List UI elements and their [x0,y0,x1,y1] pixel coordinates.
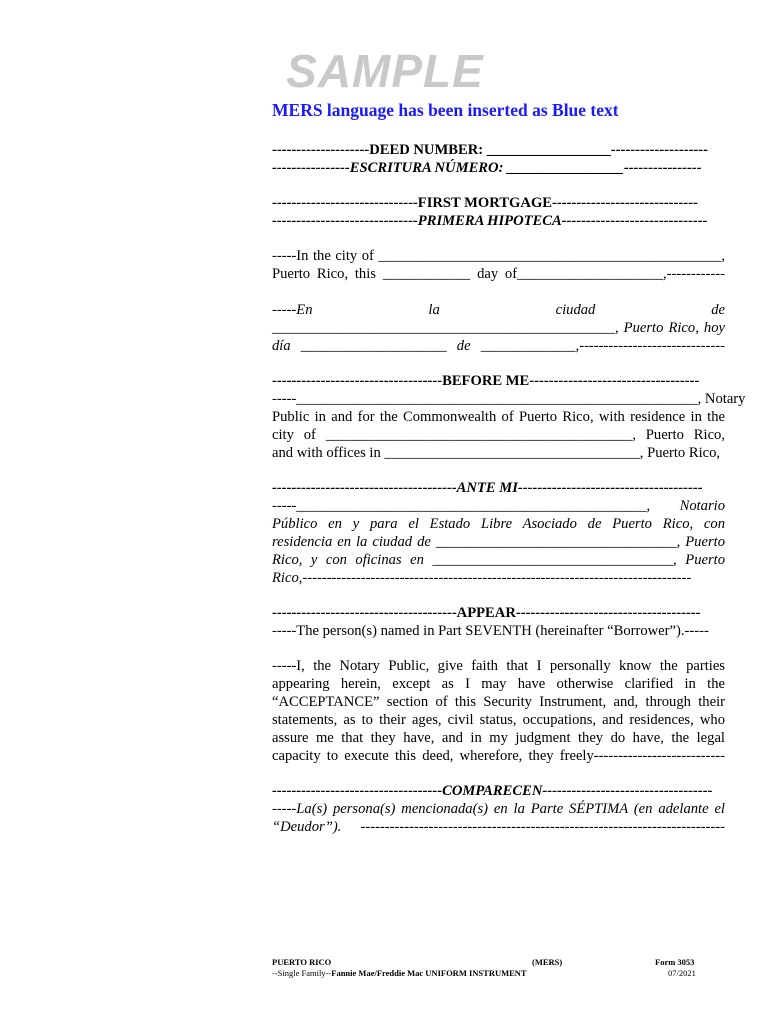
paragraph-line: assure me that they have, and in my judgment they do have, the legal [272,730,725,746]
footer-instrument: Fannie Mae/Freddie Mac UNIFORM INSTRUMENT [331,968,527,978]
paragraph-line: capacity to execute this deed, wherefore, they freely--------------------------- [272,748,725,764]
paragraph-line: -----En la ciudad de [272,302,725,318]
paragraph-line: and with offices in ___________________________________, Puerto Rico, [272,445,721,461]
comparecen-heading: -----------------------------------COMPARECEN----------------------------------- [272,783,713,799]
paragraph-line: “ACCEPTANCE” section of this Security Instrument, and, through their [272,694,725,710]
paragraph-line: Rico, y con oficinas en _________________________________, Puerto [272,552,725,568]
appear-line: -----The person(s) named in Part SEVENTH (hereinafter “Borrower”).----- [272,623,709,639]
paragraph-line: Public in and for the Commonwealth of Puerto Rico, with residence in the [272,409,725,425]
escritura-numero-line: ----------------ESCRITURA NÚMERO: ________________---------------- [272,160,702,176]
footer-state: PUERTO RICO [272,957,332,967]
paragraph-line: “Deudor”). --------------------------------------------------------------------------- [272,819,725,835]
footer-mers: (MERS) [532,957,563,967]
paragraph-line: Público en y para el Estado Libre Asociado de Puerto Rico, con [272,516,725,532]
paragraph-line: -----I, the Notary Public, give faith that I personally know the parties [272,658,725,674]
paragraph-line: residencia en la ciudad de _________________________________, Puerto [272,534,725,550]
comparecen-paragraph [272,800,725,836]
paragraph-line: Puerto Rico, this ____________ day of____________________,------------ [272,266,725,282]
appear-heading: --------------------------------------APPEAR-------------------------------------- [272,605,701,621]
paragraph-line: appearing herein, except as I may have otherwise clarified in the [272,676,725,692]
before-me-heading: -----------------------------------BEFORE ME----------------------------------- [272,373,700,389]
footer-form: Form 3053 [655,957,695,967]
paragraph-line: -----_______________________________________________________, Notary [272,391,746,407]
city-paragraph-en [272,247,725,283]
paragraph-line: city of __________________________________________, Puerto Rico, [272,427,725,443]
mers-note: MERS language has been inserted as Blue text [272,100,619,120]
ante-mi-paragraph [272,497,725,587]
deed-number-line: --------------------DEED NUMBER: _________________-------------------- [272,142,709,158]
paragraph-line: -----In the city of _______________________________________________, [272,248,725,264]
paragraph-line: _______________________________________________, Puerto Rico, hoy [272,320,725,336]
footer-instrument-line [272,968,527,979]
paragraph-line: día ____________________ de _____________,------------------------------ [272,338,725,354]
primera-hipoteca-heading: ------------------------------PRIMERA HIPOTECA------------------------------ [272,213,708,229]
paragraph-line: Rico,-------------------------------------------------------------------------------- [272,570,692,586]
faith-paragraph [272,657,725,765]
paragraph-line: -----________________________________________________, Notario [272,498,725,514]
city-paragraph-es [272,301,725,355]
footer-family: --Single Family-- [272,968,332,978]
first-mortgage-heading: ------------------------------FIRST MORTGAGE------------------------------ [272,195,698,211]
paragraph-line: -----La(s) persona(s) mencionada(s) en la Parte SÉPTIMA (en adelante el [272,801,725,817]
ante-mi-heading: --------------------------------------ANTE MI-------------------------------------- [272,480,703,496]
sample-watermark: SAMPLE [286,45,484,97]
footer-date: 07/2021 [668,968,696,978]
paragraph-line: statements, as to their ages, civil status, occupations, and residences, who [272,712,725,728]
before-me-paragraph [272,390,746,462]
